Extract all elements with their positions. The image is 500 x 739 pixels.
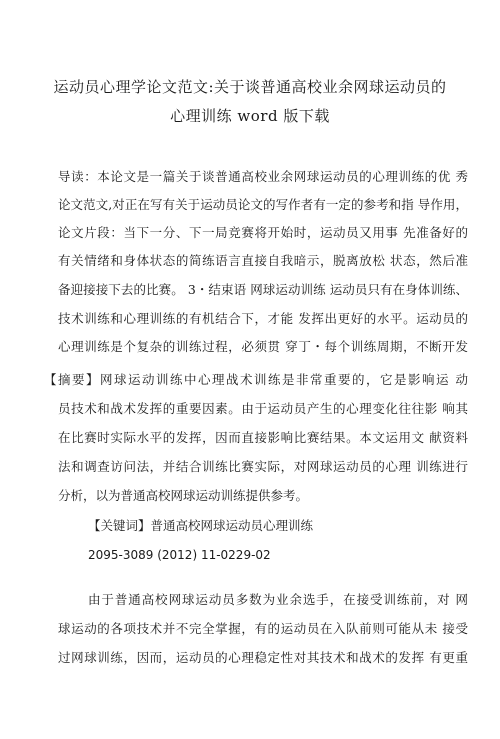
body-line: 过网球训练，因而，运动员的心理稳定性对其技术和战术的发挥 有更重 xyxy=(58,650,468,665)
abstract-line: 在比赛时实际水平的发挥，因而直接影响比赛结果。本文运用文 献资料 xyxy=(58,430,468,445)
abstract-line: 法和调查访问法，并结合训练比赛实际，对网球运动员的心理 训练进行 xyxy=(58,459,468,474)
doi-line: 2095-3089 (2012) 11-0229-02 xyxy=(88,548,271,562)
abstract-line: 【摘要】网球运动训练中心理战术训练是非常重要的，它是影响运 动 xyxy=(44,372,468,387)
body-line: 由于普通高校网球运动员多数为业余选手，在接受训练前，对 网 xyxy=(88,592,468,607)
intro-line: 有关情绪和身体状态的简练语言直接自我暗示，脱离放松 状态，然后准 xyxy=(58,253,468,268)
intro-line: 论文片段：当下一分、下一局竞赛将开始时，运动员又用事 先准备好的 xyxy=(58,225,468,240)
intro-line: 导读：本论文是一篇关于谈普通高校业余网球运动员的心理训练的优 秀 xyxy=(58,169,468,184)
document-title-line-1: 运动员心理学论文范文:关于谈普通高校业余网球运动员的 xyxy=(53,78,447,96)
intro-line: 心理训练是个复杂的训练过程，必须贯 穿丁・每个训练周期，不断开发 xyxy=(58,339,468,354)
intro-line: 备迎接接下去的比赛。 3・结束语 网球运动训练 运动员只有在身体训练、 xyxy=(58,282,468,297)
intro-line: 技术训练和心理训练的有机结合下，才能 发挥出更好的水平。运动员的 xyxy=(58,311,468,326)
abstract-line: 分析，以为普通高校网球运动训练提供参考。 xyxy=(58,488,309,503)
body-line: 球运动的各项技术并不完全掌握，有的运动员在入队前则可能从未 接受 xyxy=(58,621,468,636)
keywords-line: 【关键词】普通高校网球运动员心理训练 xyxy=(88,518,314,533)
intro-line: 论文范文,对正在写有关于运动员论文的写作者有一定的参考和指 导作用， xyxy=(58,197,468,212)
document-title-line-2: 心理训练 word 版下载 xyxy=(170,107,330,125)
abstract-line: 员技术和战术发挥的重要因素。由于运动员产生的心理变化往往影 响其 xyxy=(58,401,468,416)
